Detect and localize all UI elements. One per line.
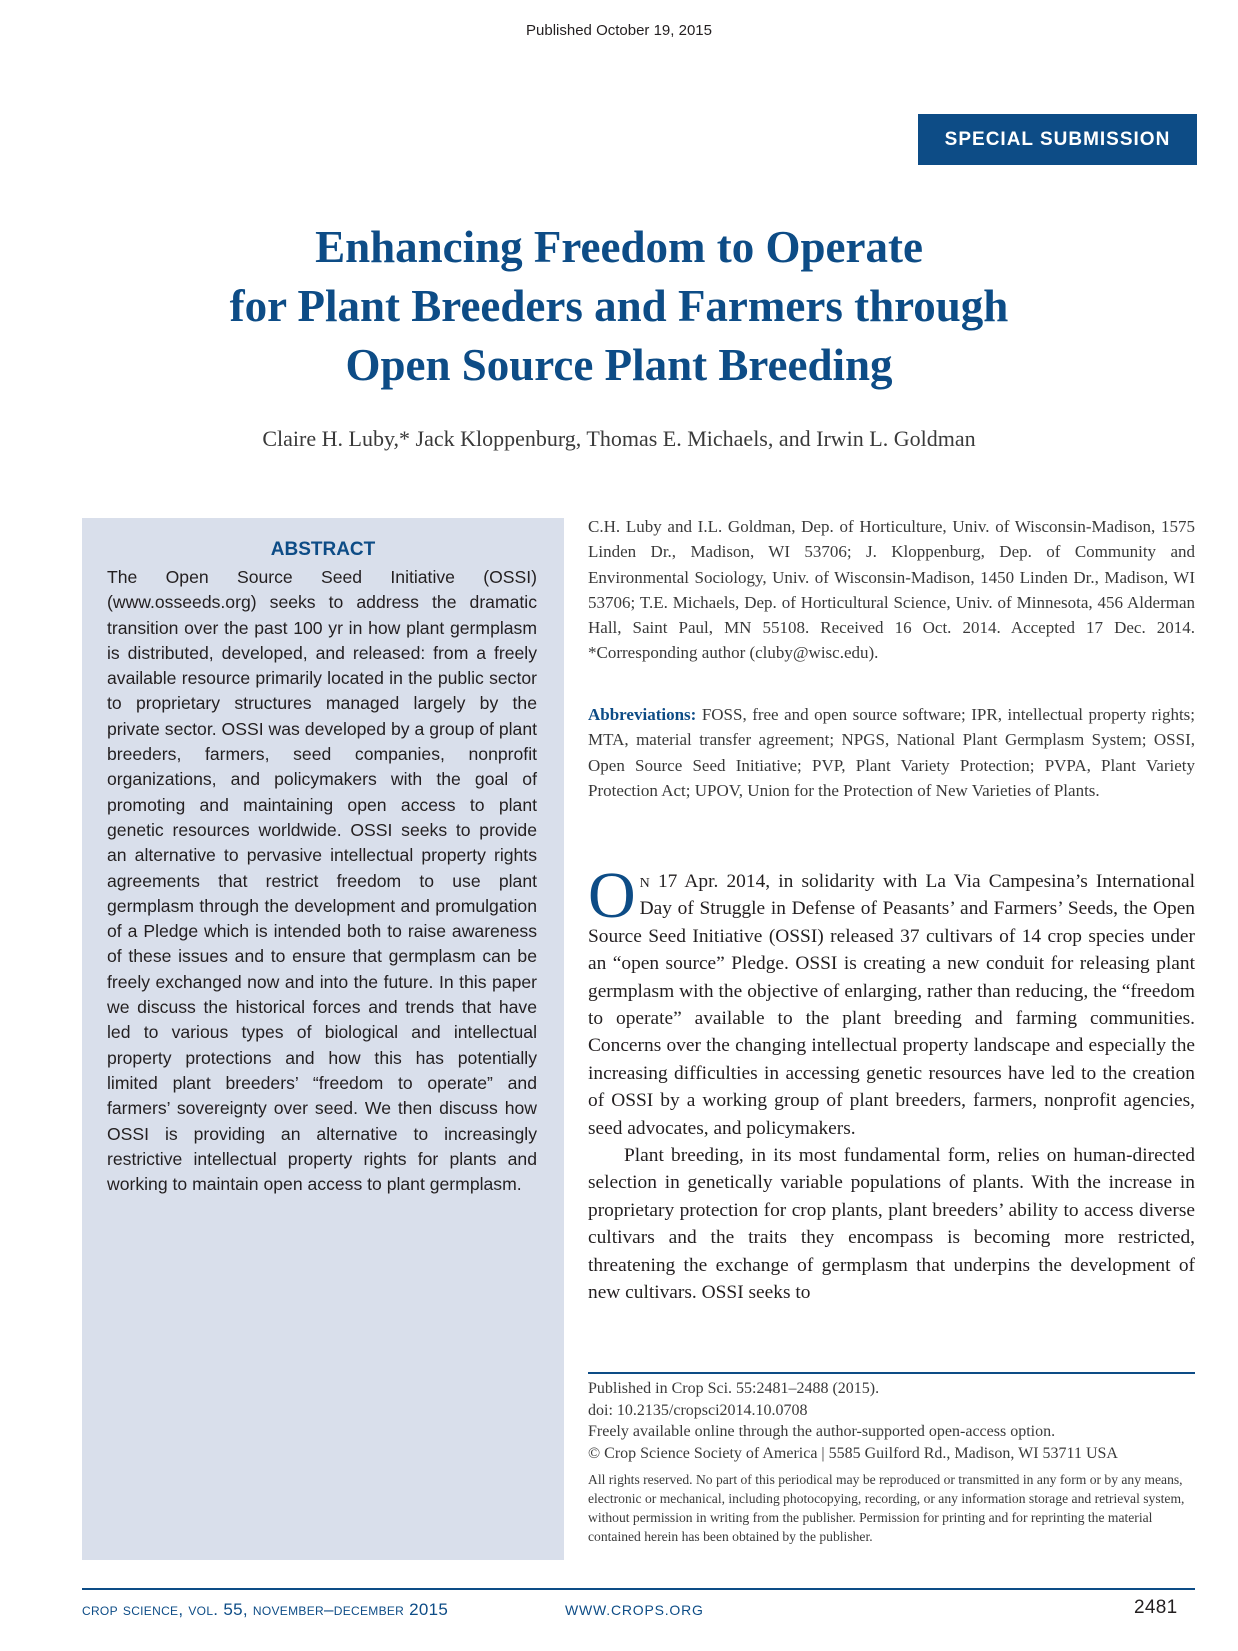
special-submission-badge: SPECIAL SUBMISSION [918, 114, 1197, 165]
abbreviations [588, 702, 1195, 803]
abbreviations-text: FOSS, free and open source software; IPR, intellectual property rights; MTA, material transfer agreement; NPGS, National Plant Germplasm System; OSSI, Open Source Seed Initiative; PVP, Plant Variety Protection; PVPA, Plant Variety Protection Act; UPOV, Union for the Protection of New Varieties of Plants. [588, 705, 1196, 800]
publication-info [588, 1378, 1195, 1464]
body-paragraph: Plant breeding, in its most fundamental form, relies on human-directed selection in genetically variable populations of plants. With the increase in proprietary protection for crop plants, plant breeders’ ability to access diverse cultivars and the traits they encompass is becoming more restricted, threatening the exchange of germplasm that underpins the development of new cultivars. OSSI seeks to [588, 1145, 1195, 1304]
footnote-divider [588, 1372, 1195, 1374]
pub-info-line: © Crop Science Society of America | 5585 Guilford Rd., Madison, WI 53711 USA [588, 1444, 1118, 1462]
journal-citation: crop science, vol. 55, november–december 2015 [82, 1600, 449, 1619]
pub-info-line: Freely available online through the author-supported open-access option. [588, 1423, 1056, 1440]
drop-cap: O [588, 859, 636, 932]
author-list: Claire H. Luby,* Jack Kloppenburg, Thomas E. Michaels, and Irwin L. Goldman [262, 426, 976, 451]
body-paragraph [588, 859, 1195, 1142]
footer-divider [82, 1588, 1195, 1590]
journal-website: WWW.CROPS.ORG [565, 1602, 704, 1618]
doi-line: doi: 10.2135/cropsci2014.10.0708 [588, 1401, 808, 1419]
rights-notice: All rights reserved. No part of this periodical may be reproduced or transmitted in any form or by any means, electronic or mechanical, including photocopying, recording, or any information storage and retrieval system, without permission in writing from the publisher. Permission for printing and for reprinting the material contained herein has been obtained by the publisher. [588, 1472, 1185, 1544]
title-line: Enhancing Freedom to Operate [315, 222, 923, 272]
paragraph-text: 17 Apr. 2014, in solidarity with La Via Campesina’s International Day of Struggle in Defense of Peasants’ and Farmers’ Seeds, the Open Source Seed Initiative (OSSI) released 37 cultivars of 14 crop species under an “open source” Pledge. OSSI is creating a new conduit for releasing plant germplasm with the objective of enlarging, rather than reducing, the “freedom to operate” available to the plant breeding and farming communities. Concerns over the changing intellectual property landscape and especially the increasing difficulties in accessing genetic resources have led to the creation of OSSI by a working group of plant breeders, farmers, nonprofit agencies, seed advocates, and policymakers. [588, 871, 1195, 1139]
abstract-text: The Open Source Seed Initiative (OSSI) (www.osseeds.org) seeks to address the dramatic transition over the past 100 yr in how plant germplasm is distributed, developed, and released: from a freely available resource primarily located in the public sector to proprietary structures managed largely by the private sector. OSSI was developed by a group of plant breeders, farmers, seed companies, nonprofit organizations, and policymakers with the goal of promoting and maintaining open access to plant genetic resources worldwide. OSSI seeks to provide an alternative to pervasive intellectual property rights agreements that restrict freedom to use plant germplasm through the development and promulgation of a Pledge which is intended both to raise awareness of these issues and to ensure that germplasm can be freely exchanged now and into the future. In this paper we discuss the historical forces and trends that have led to various types of biological and intellectual property protections and how this has potentially limited plant breeders’ “freedom to operate” and farmers’ sovereignty over seed. We then discuss how OSSI is providing an alternative to increasingly restrictive intellectual property rights for plants and working to maintain open access to plant germplasm. [107, 567, 537, 1195]
title-line: Open Source Plant Breeding [345, 340, 893, 390]
title-line: for Plant Breeders and Farmers through [229, 281, 1009, 331]
first-word-rest: n [639, 871, 650, 892]
author-affiliations: C.H. Luby and I.L. Goldman, Dep. of Horticulture, Univ. of Wisconsin-Madison, 1575 Linden Dr., Madison, WI 53706; J. Kloppenburg, Dep. of Community and Environmental Sociology, Univ. of Wisconsin-Madison, 1450 Linden Dr., Madison, WI 53706; T.E. Michaels, Dep. of Horticultural Science, Univ. of Minnesota, 456 Alderman Hall, Saint Paul, MN 55108. Received 16 Oct. 2014. Accepted 17 Dec. 2014. *Corresponding author (cluby@wisc.edu). [588, 517, 1195, 663]
abbreviations-label: Abbreviations: [588, 705, 697, 724]
page-number: 2481 [1134, 1597, 1178, 1618]
published-date: Published October 19, 2015 [526, 22, 712, 39]
article-body [588, 859, 1195, 1307]
pub-info-line: Published in Crop Sci. 55:2481–2488 (2015). [588, 1380, 880, 1397]
abstract-heading: ABSTRACT [270, 539, 376, 560]
article-title [120, 218, 1118, 395]
